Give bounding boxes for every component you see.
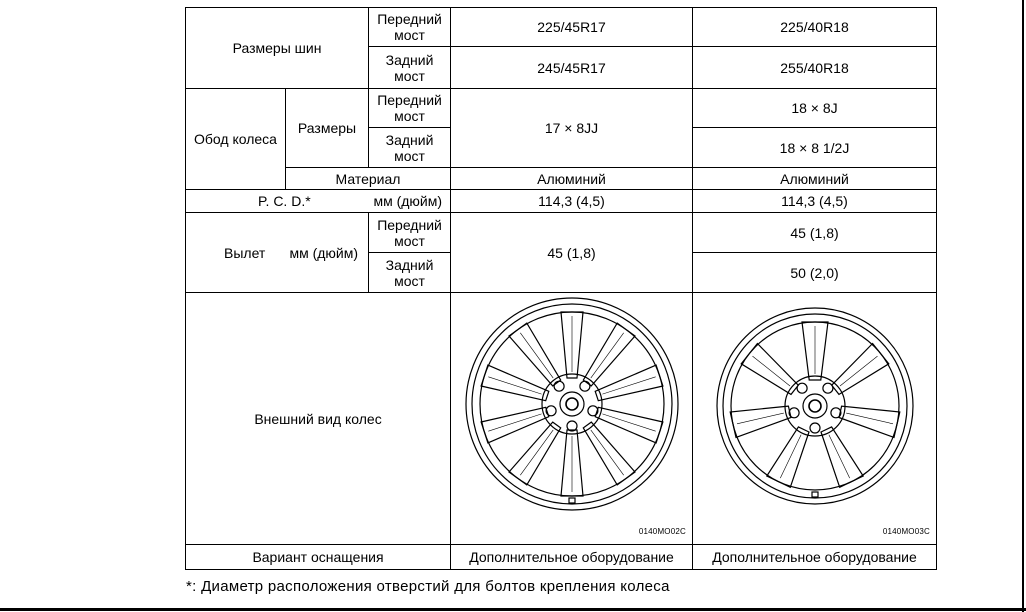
wheel-valve (812, 492, 818, 497)
tire-rear-axle-label: Задний мост (369, 47, 451, 89)
wheel-spoke-groove (829, 435, 850, 478)
wheel-lug-nut (810, 423, 820, 433)
wheel-spoke (509, 323, 561, 386)
equipment-18-value: Дополнительное оборудование (693, 545, 937, 570)
wheel-spoke (832, 344, 889, 395)
wheel-17-figure-code: 0140MO02C (638, 527, 687, 536)
tire-rear-17-value: 245/45R17 (451, 47, 693, 89)
table-row (186, 168, 937, 190)
wheel-18-figure-code: 0140MO03C (882, 527, 931, 536)
wheel-center-cap (803, 394, 827, 418)
offset-label: Вылет (224, 244, 266, 261)
table-row (186, 89, 937, 128)
wheel-lug-nut (789, 408, 799, 418)
pcd-17-value: 114,3 (4,5) (451, 190, 693, 213)
table-row (186, 8, 937, 47)
wheel-spoke-groove (488, 377, 541, 394)
wheel-spoke-groove (488, 414, 541, 431)
rim-front-axle-label: Передний мост (369, 89, 451, 128)
rim-label: Обод колеса (186, 89, 286, 190)
wheel-spoke-groove (780, 435, 801, 478)
wheel-spoke (741, 344, 798, 395)
wheel-hub-ring (785, 376, 845, 436)
table-row (186, 293, 937, 545)
page-edge-right (1022, 0, 1024, 612)
footnote: *: Диаметр расположения отверстий для болтов крепления колеса (186, 578, 670, 595)
rim-size-18-front-value: 18 × 8J (693, 89, 937, 128)
tire-front-axle-label: Передний мост (369, 8, 451, 47)
offset-18-front-value: 45 (1,8) (693, 213, 937, 253)
rim-sizes-label: Размеры (286, 89, 369, 168)
wheel-lug-nut (831, 408, 841, 418)
page-edge-bottom (0, 608, 1026, 611)
table-row (186, 213, 937, 253)
rim-material-17-value: Алюминий (451, 168, 693, 190)
rim-size-17-value: 17 × 8JJ (451, 89, 693, 168)
wheel-spoke-groove (602, 414, 655, 431)
wheel-spoke-groove (602, 377, 655, 394)
wheel-lug-nut (580, 381, 590, 391)
wheel-spoke (583, 422, 635, 485)
table-row (186, 190, 937, 213)
wheel-spoke (509, 422, 561, 485)
table-row (186, 545, 937, 570)
offset-front-axle-label: Передний мост (369, 213, 451, 253)
pcd-label: P. C. D.* (258, 193, 311, 209)
offset-label-cell (186, 213, 369, 293)
wheel-18-illustration (693, 293, 937, 545)
wheel-logo-mark (809, 400, 821, 412)
pcd-18-value: 114,3 (4,5) (693, 190, 937, 213)
wheel-hub-ring (542, 374, 602, 434)
wheel-lug-nut (823, 383, 833, 393)
offset-17-value: 45 (1,8) (451, 213, 693, 293)
wheel-lug-nut (797, 383, 807, 393)
rim-rear-axle-label: Задний мост (369, 128, 451, 168)
wheel-lug-nut (546, 406, 556, 416)
wheel-17-illustration (451, 293, 693, 545)
wheel-lug-nut (588, 406, 598, 416)
wheel-valve (569, 498, 575, 503)
wheel-spec-table (185, 7, 937, 570)
wheel-spoke (583, 323, 635, 386)
tire-sizes-label: Размеры шин (186, 8, 369, 89)
rim-material-label: Материал (286, 168, 451, 190)
wheel-logo-mark (566, 398, 578, 410)
offset-rear-axle-label: Задний мост (369, 253, 451, 293)
wheel-spoke (730, 406, 791, 437)
wheel-center-cap (560, 392, 584, 416)
tire-rear-18-value: 255/40R18 (693, 47, 937, 89)
wheel-spoke (839, 406, 900, 437)
tire-front-17-value: 225/45R17 (451, 8, 693, 47)
pcd-unit: мм (дюйм) (373, 193, 443, 209)
equipment-label: Вариант оснащения (186, 545, 451, 570)
pcd-label-cell (186, 190, 451, 213)
appearance-label: Внешний вид колес (186, 293, 451, 545)
wheel-18-image-cell (693, 293, 937, 545)
tire-front-18-value: 225/40R18 (693, 8, 937, 47)
offset-18-rear-value: 50 (2,0) (693, 253, 937, 293)
equipment-17-value: Дополнительное оборудование (451, 545, 693, 570)
rim-size-18-rear-value: 18 × 8 1/2J (693, 128, 937, 168)
rim-material-18-value: Алюминий (693, 168, 937, 190)
wheel-lug-nut (554, 381, 564, 391)
offset-unit: мм (дюйм) (289, 244, 359, 261)
wheel-17-image-cell (451, 293, 693, 545)
